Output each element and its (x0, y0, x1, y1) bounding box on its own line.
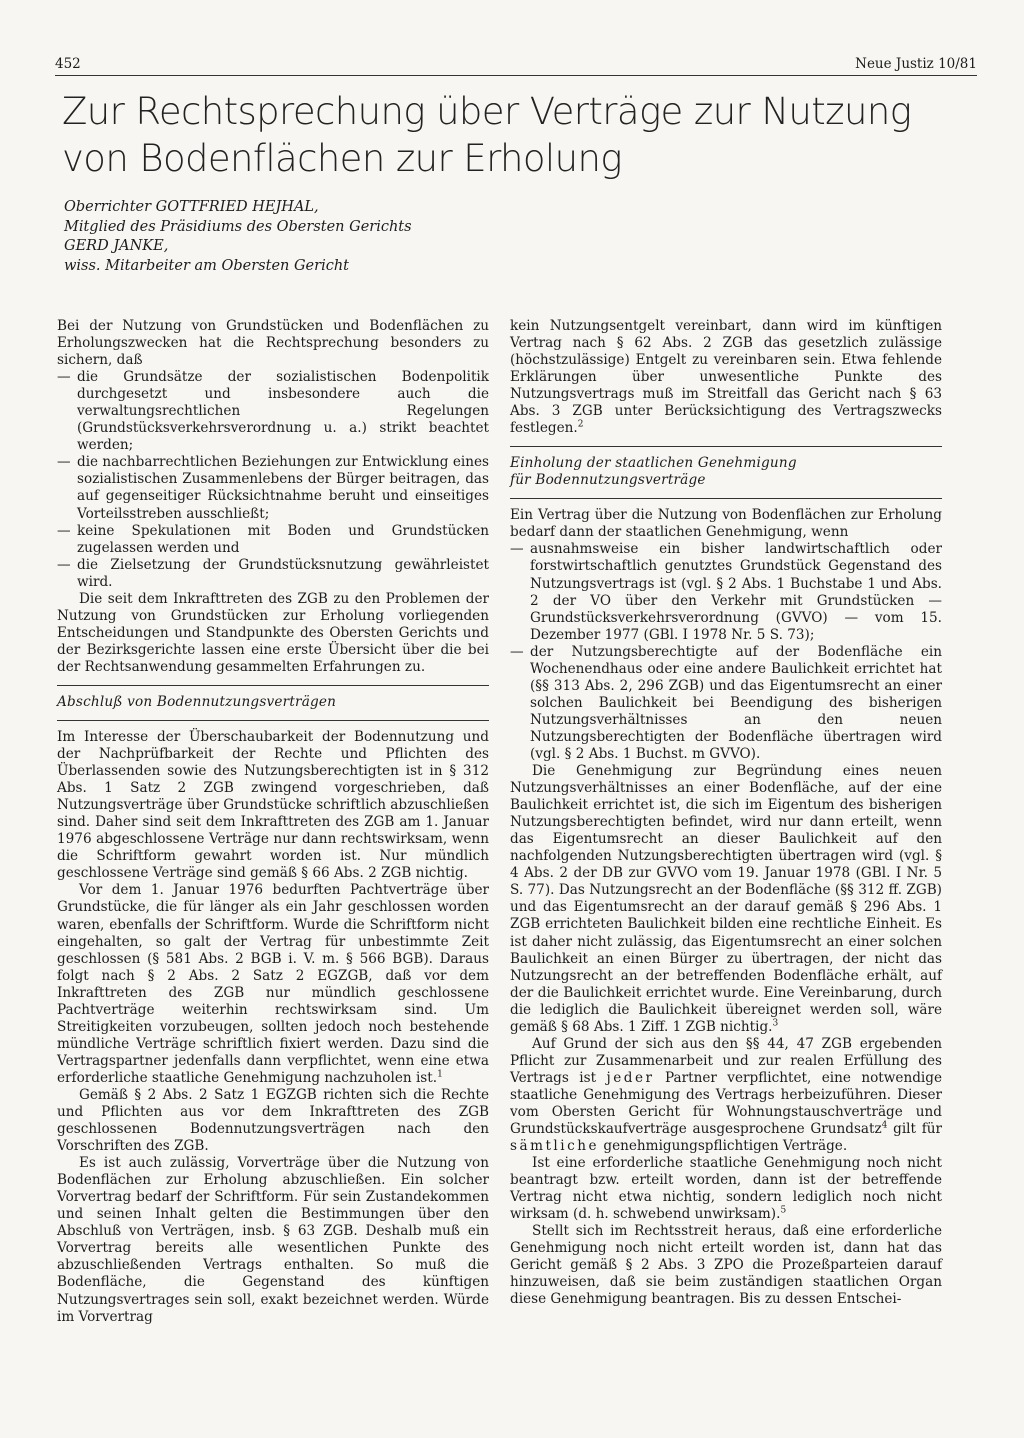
title-line-1: Zur Rechtsprechung über Verträge zur Nutzung (62, 90, 912, 133)
body-paragraph: Es ist auch zulässig, Vorverträge über die Nutzung von Bodenflächen zur Erholung abzuschließen. Ein solcher Vorvertrag bedarf der Schriftform. Für sein Zustandekommen und seinen Inhalt gelten die Bestimmungen über den Abschluß von Verträgen, insb. § 63 ZGB. Deshalb muß ein Vorvertrag bereits alle wesentlichen Punkte des abzuschließenden Vertrags enthalten. So muß die Bodenfläche, die Gegenstand des künftigen Nutzungsvertrages sein soll, exakt bezeichnet werden. Würde im Vorvertrag (57, 1155, 489, 1325)
list-item: — die Zielsetzung der Grundstücksnutzung gewährleistet wird. (57, 556, 489, 590)
author-1-name: Oberrichter GOTTFRIED HEJHAL, (64, 199, 319, 215)
author-block (64, 198, 564, 276)
body-paragraph: Gemäß § 2 Abs. 2 Satz 1 EGZGB richten sich die Rechte und Pflichten aus vor dem Inkrafttreten des ZGB geschlossenen Bodennutzungsverträgen nach den Vorschriften des ZGB. (57, 1086, 489, 1155)
section-divider (510, 446, 942, 447)
title-line-2: von Bodenflächen zur Erholung (62, 137, 622, 180)
body-paragraph: Ist eine erforderliche staatliche Genehmigung noch nicht beantragt bzw. erteilt worden, dann ist der betreffende Vertrag nicht etwa nichtig, sondern lediglich noch nicht wirksam (d. h. schwebend unwirksam).$^5$ (510, 1155, 942, 1223)
footnote-ref: 1 (437, 1069, 443, 1080)
left-column (57, 318, 489, 1326)
section-divider (57, 685, 489, 686)
author-2-name: GERD JANKE, (64, 238, 169, 254)
list-item: — keine Spekulationen mit Boden und Grundstücken zugelassen werden und (57, 522, 489, 556)
section-divider (510, 498, 942, 499)
list-item: — die nachbarrechtlichen Beziehungen zur Entwicklung eines sozialistischen Zusammenlebens der Bürger beitragen, das auf gegenseitiger Rücksichtnahme beruht und einseitiges Vorteilsstreben ausschließt; (57, 454, 489, 522)
article-title (62, 88, 942, 182)
journal-issue: Neue Justiz 10/81 (855, 56, 977, 72)
body-paragraph: Vor dem 1. Januar 1976 bedurften Pachtverträge über Grundstücke, die für länger als ein Jahr geschlossen worden waren, ebenfalls der Schriftform. Wurde die Schriftform nicht eingehalten, so galt der Vertrag für unbestimmte Zeit geschlossen (§ 581 Abs. 2 BGB i. V. m. § 566 BGB). Daraus folgt nach § 2 Abs. 2 Satz 2 EGZGB, daß vor dem Inkrafttreten des ZGB nur mündlich geschlossene Pachtverträge weiterhin rechtswirksam sind. Um Streitigkeiten vorzubeugen, sollten jedoch noch bestehende mündliche Verträge schriftlich fixiert werden. Dazu sind die Vertragspartner jedenfalls dann verpflichtet, wenn eine etwa erforderliche staatliche Genehmigung nachzuholen ist.$^1$ (57, 882, 489, 1086)
body-paragraph: Im Interesse der Überschaubarkeit der Bodennutzung und der Nachprüfbarkeit der Rechte und Pflichten des Überlassenden sowie des Nutzungsberechtigten ist in § 312 Abs. 1 Satz 2 ZGB zwingend vorgeschrieben, daß Nutzungsverträge über Grundstücke schriftlich abzuschließen sind. Daher sind seit dem Inkrafttreten des ZGB am 1. Januar 1976 abgeschlossene Verträge nur dann rechtswirksam, wenn die Schriftform gewahrt worden ist. Nur mündlich geschlossene Verträge sind gemäß § 66 Abs. 2 ZGB nichtig. (57, 728, 489, 882)
emphasis-spaced: jeder (606, 1069, 655, 1086)
list-item: — der Nutzungsberechtigte auf der Bodenfläche ein Wochenendhaus oder eine andere Baulichkeit errichtet hat (§§ 313 Abs. 2, 296 ZGB) und das Eigentumsrecht an einer solchen Baulichkeit bei Beendigung des bisherigen Nutzungsverhältnisses an den neuen Nutzungsberechtigten der Bodenfläche übertragen wird (vgl. § 2 Abs. 1 Buchst. m GVVO). (510, 643, 942, 762)
author-2-role: wiss. Mitarbeiter am Obersten Gericht (64, 257, 349, 274)
author-1-role: Mitglied des Präsidiums des Obersten Gerichts (64, 218, 412, 235)
footnote-ref: 4 (881, 1120, 888, 1131)
body-paragraph: Ein Vertrag über die Nutzung von Bodenflächen zur Erholung bedarf dann der staatlichen Genehmigung, wenn (510, 507, 942, 541)
body-paragraph: Auf Grund der sich aus den §§ 44, 47 ZGB ergebenden Pflicht zur Zusammenarbeit und zur realen Erfüllung des Vertrags ist jeder Partner verpflichtet, eine notwendige staatliche Genehmigung des Vertrags herbeizuführen. Dieser vom Obersten Gericht für Wohnungstauschverträge und Grundstückskaufverträge ausgesprochene Grundsatz$^4$ gilt für sämtliche genehmigungspflichtigen Verträge. (510, 1035, 943, 1155)
section-heading: Einholung der staatlichen Genehmigung für Bodennutzungsverträge (510, 455, 797, 489)
footnote-ref: 5 (780, 1205, 787, 1216)
section-heading: Abschluß von Bodennutzungsverträgen (57, 693, 337, 710)
footnote-ref: 3 (772, 1018, 779, 1029)
list-item: — die Grundsätze der sozialistischen Bodenpolitik durchgesetzt und insbesondere auch die verwaltungsrechtlichen Regelungen (Grundstücksverkehrsverordnung u. a.) strikt beachtet werden; (57, 369, 489, 454)
overview-paragraph: Die seit dem Inkrafttreten des ZGB zu den Problemen der Nutzung von Grundstücken zur Erholung vorliegenden Entscheidungen und Standpunkte des Obersten Gerichts und der Bezirksgerichte lassen eine erste Übersicht über die bei der Rechtsanwendung gesammelten Erfahrungen zu. (57, 590, 489, 675)
list-item: — ausnahmsweise ein bisher landwirtschaftlich oder forstwirtschaftlich genutztes Grundstück Gegenstand des Nutzungsvertrags ist (vgl. § 2 Abs. 1 Buchstabe 1 und Abs. 2 der VO über den Verkehr mit Grundstücken — Grundstücksverkehrsverordnung (GVVO) — vom 15. Dezember 1977 (GBl. I 1978 Nr. 5 S. 73); (510, 541, 942, 643)
section-divider (57, 720, 489, 721)
body-paragraph: Die Genehmigung zur Begründung eines neuen Nutzungsverhältnisses an einer Bodenfläche, auf der eine Baulichkeit errichtet ist, die sich im Eigentum des bisherigen Nutzungsberechtigten befindet, wird nur dann erteilt, wenn das Eigentumsrecht an dieser Baulichkeit auf den nachfolgenden Nutzungsberechtigten übertragen wird (vgl. § 4 Abs. 2 der DB zur GVVO vom 19. Januar 1978 (GBl. I Nr. 5 S. 77). Das Nutzungsrecht an der Bodenfläche (§§ 312 ff. ZGB) und das Eigentumsrecht an der darauf gemäß § 296 Abs. 1 ZGB errichteten Baulichkeit bilden eine rechtliche Einheit. Es ist daher nicht zulässig, das Eigentumsrecht an einer solchen Baulichkeit an einen Bürger zu übertragen, der nicht das Nutzungsrecht an der betreffenden Bodenfläche erhält, auf der die Baulichkeit errichtet wurde. Eine Vereinbarung, durch die lediglich die Baulichkeit übereignet werden soll, wäre gemäß § 68 Abs. 1 Ziff. 1 ZGB nichtig.$^3$ (510, 763, 942, 1035)
intro-paragraph: Bei der Nutzung von Grundstücken und Bodenflächen zu Erholungszwecken hat die Rechtsprechung besonders zu sichern, daß (57, 318, 489, 369)
footnote-ref: 2 (577, 419, 584, 430)
running-header (55, 56, 977, 76)
page-number: 452 (55, 56, 81, 72)
right-column (510, 318, 942, 1309)
body-paragraph: kein Nutzungsentgelt vereinbart, dann wird im künftigen Vertrag nach § 62 Abs. 2 ZGB das gesetzlich zulässige (höchstzulässige) Entgelt zu vereinbaren sein. Etwa fehlende Erklärungen über unwesentliche Punkte des Nutzungsvertrags muß im Streitfall das Gericht nach § 63 Abs. 3 ZGB unter Berücksichtigung des Vertragszwecks festlegen.$^2$ (510, 318, 942, 437)
body-paragraph: Stellt sich im Rechtsstreit heraus, daß eine erforderliche Genehmigung noch nicht erteilt worden ist, dann hat das Gericht gemäß § 2 Abs. 3 ZPO die Prozeßparteien darauf hinzuweisen, daß sie beim zuständigen staatlichen Organ diese Genehmigung beantragen. Bis zu dessen Entschei- (510, 1223, 942, 1308)
emphasis-spaced: sämtliche (510, 1138, 600, 1155)
